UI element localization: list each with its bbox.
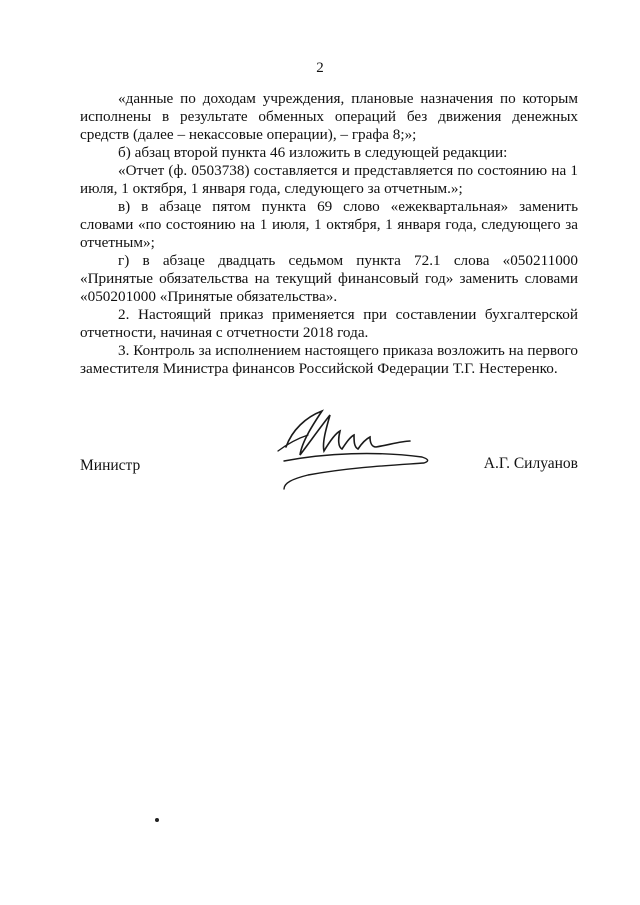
page-number: 2 <box>316 60 324 76</box>
paragraph-2: б) абзац второй пункта 46 изложить в следующей редакции: <box>118 144 508 161</box>
signer-title: Министр <box>80 457 141 474</box>
document-body <box>80 90 578 378</box>
scan-mark <box>155 818 159 822</box>
paragraph-7: 3. Контроль за исполнением настоящего приказа возложить на первого заместителя Министра финансов Российской Федерации Т.Г. Нестеренко. <box>80 342 578 377</box>
handwritten-signature <box>256 395 456 495</box>
paragraph-4: в) в абзаце пятом пункта 69 слово «ежеквартальная» заменить словами «по состоянию на 1 июля, 1 октября, 1 января года, следующего за отчетным»; <box>80 198 578 251</box>
paragraph-3: «Отчет (ф. 0503738) составляется и представляется по состоянию на 1 июля, 1 октября, 1 января года, следующего за отчетным.»; <box>80 162 578 197</box>
paragraph-6: 2. Настоящий приказ применяется при составлении бухгалтерской отчетности, начиная с отчетности 2018 года. <box>80 306 578 341</box>
paragraph-1: «данные по доходам учреждения, плановые назначения по которым исполнены в результате обменных операций без движения денежных средств (далее – некассовые операции), – графа 8;»; <box>80 90 578 143</box>
signer-name: А.Г. Силуанов <box>483 455 578 472</box>
signature-block <box>80 395 578 495</box>
paragraph-5: г) в абзаце двадцать седьмом пункта 72.1 слова «050211000 «Принятые обязательства на текущий финансовый год» заменить словами «050201000 «Принятые обязательства». <box>80 252 578 305</box>
